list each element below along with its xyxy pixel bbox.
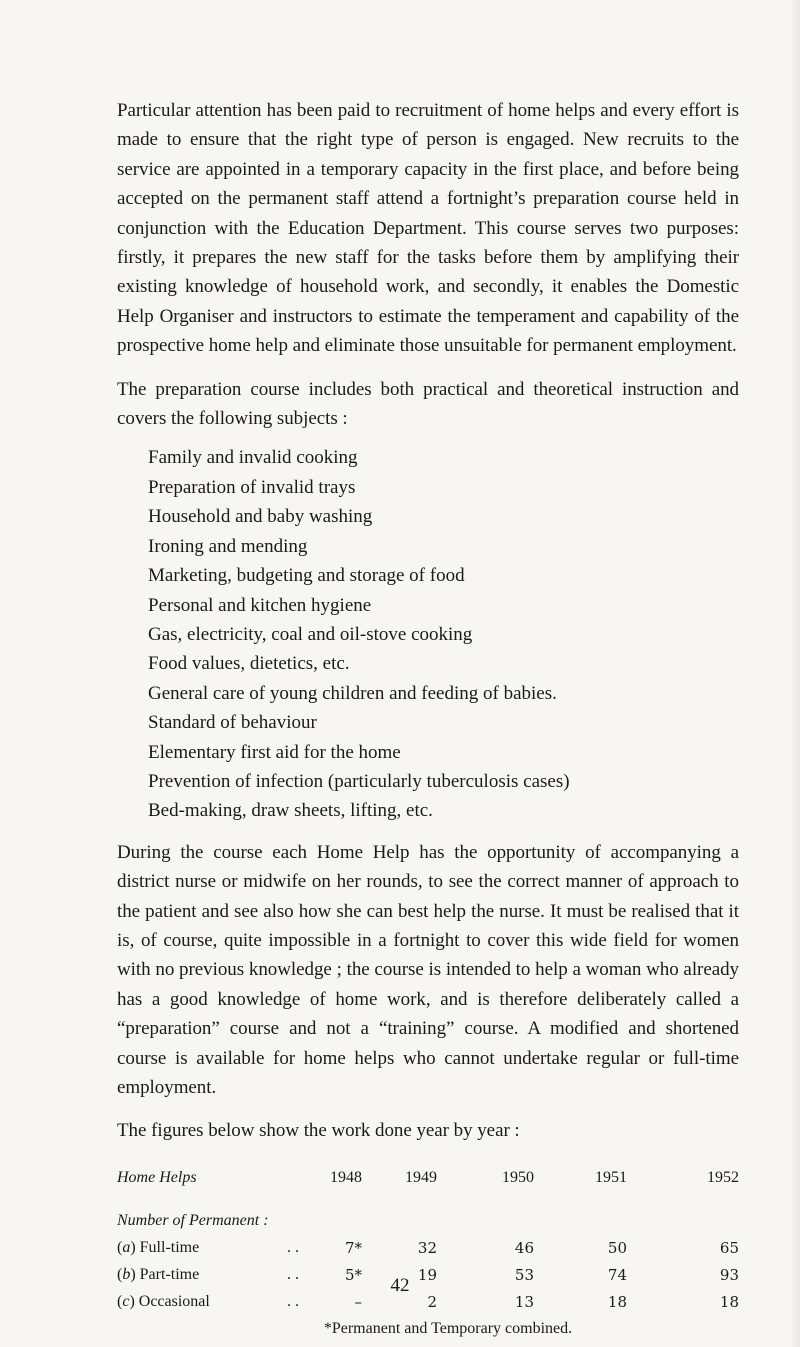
year-header: 1948 (330, 1168, 362, 1186)
cell-1951: 50 (607, 1239, 627, 1258)
table-row (117, 1235, 739, 1262)
list-item: Bed-making, draw sheets, lifting, etc. (148, 800, 433, 822)
list-item: Ironing and mending (148, 535, 308, 557)
list-item: Family and invalid cooking (148, 447, 358, 469)
list-item: Preparation of invalid trays (148, 476, 356, 498)
document-page (117, 96, 739, 1338)
table-section-row (117, 1208, 739, 1235)
year-header: 1950 (502, 1168, 534, 1186)
row-prefix-letter: c (122, 1293, 130, 1311)
cell-1949: 32 (417, 1239, 437, 1258)
row-label-text: Occasional (138, 1293, 210, 1311)
list-item: Elementary first aid for the home (148, 741, 401, 763)
cell-1948: 5* (344, 1266, 362, 1285)
row-dots: . . (287, 1293, 299, 1311)
section-label: Number of Permanent : (117, 1212, 269, 1230)
subjects-list (148, 443, 739, 825)
row-prefix-letter: a (122, 1239, 131, 1257)
row-dots: . . (287, 1266, 299, 1284)
list-item: Personal and kitchen hygiene (148, 594, 372, 616)
cell-1952: 65 (719, 1239, 739, 1258)
cell-1950: 46 (514, 1239, 534, 1258)
cell-1948: 7* (344, 1239, 362, 1258)
cell-1952: 18 (719, 1293, 739, 1312)
row-label-text: Full-time (139, 1239, 200, 1257)
year-header: 1949 (405, 1168, 437, 1186)
table-header-label: Home Helps (117, 1168, 197, 1186)
paragraph-recruitment: Particular attention has been paid to recruitment of home helps and every effort is made to ensure that the right type of person is engaged. New recruits to the service are appointed in a temporary capacity in the first place, and before being accepted on the permanent staff attend a fortnight’s preparation course held in conjunction with the Education Department. This course serves two purposes: firstly, it prepares the new staff for the tasks before them by amplifying their existing knowledge of household work, and secondly, it enables the Domestic Help Organiser and instructors to estimate the temperament and capability of the prospective home help and eliminate those unsuitable for permanent employment. (117, 100, 739, 357)
cell-1950: 13 (514, 1293, 534, 1312)
year-header: 1951 (595, 1168, 627, 1186)
cell-1951: 74 (607, 1266, 627, 1285)
table-footnote: *Permanent and Temporary combined. (323, 1319, 573, 1337)
table-header-row (117, 1166, 739, 1190)
cell-1949: 19 (417, 1266, 437, 1285)
cell-1949: 2 (427, 1293, 437, 1312)
list-item: Household and baby washing (148, 506, 373, 528)
row-dots: . . (287, 1239, 299, 1257)
page-edge-shadow (790, 0, 800, 1347)
list-item: Prevention of infection (particularly tuberculosis cases) (148, 770, 570, 792)
page-number: 42 (390, 1275, 410, 1296)
cell-1950: 53 (514, 1266, 534, 1285)
paragraph-course-intro: The preparation course includes both practical and theoretical instruction and covers the following subjects : (117, 378, 739, 430)
list-item: General care of young children and feeding of babies. (148, 682, 557, 704)
list-item: Gas, electricity, coal and oil-stove cooking (148, 623, 473, 645)
row-label: (b) Part-time (117, 1266, 200, 1284)
row-label-text: Part-time (139, 1266, 200, 1284)
paragraph-figures-intro: The figures below show the work done year by year : (117, 1120, 520, 1142)
cell-1952: 93 (719, 1266, 739, 1285)
row-label: (a) Full-time (117, 1239, 200, 1257)
year-header: 1952 (707, 1168, 739, 1186)
list-item: Marketing, budgeting and storage of food (148, 565, 465, 587)
list-item: Standard of behaviour (148, 712, 317, 734)
cell-1951: 18 (607, 1293, 627, 1312)
paragraph-course-details: During the course each Home Help has the opportunity of accompanying a district nurse or midwife on her rounds, to see the correct manner of approach to the patient and see also how she can best help the nurse. It must be realised that it is, of course, quite impossible in a fortnight to cover this wide field for women with no previous knowledge ; the course is intended to help a woman who already has a good knowledge of home work, and is therefore deliberately called a “preparation” course and not a “training” course. A modified and shortened course is available for home helps who cannot undertake regular or full-time employment. (117, 841, 739, 1098)
list-item: Food values, dietetics, etc. (148, 653, 350, 675)
row-prefix-letter: b (122, 1266, 131, 1284)
row-label: (c) Occasional (117, 1293, 210, 1311)
cell-1948: – (354, 1293, 362, 1312)
